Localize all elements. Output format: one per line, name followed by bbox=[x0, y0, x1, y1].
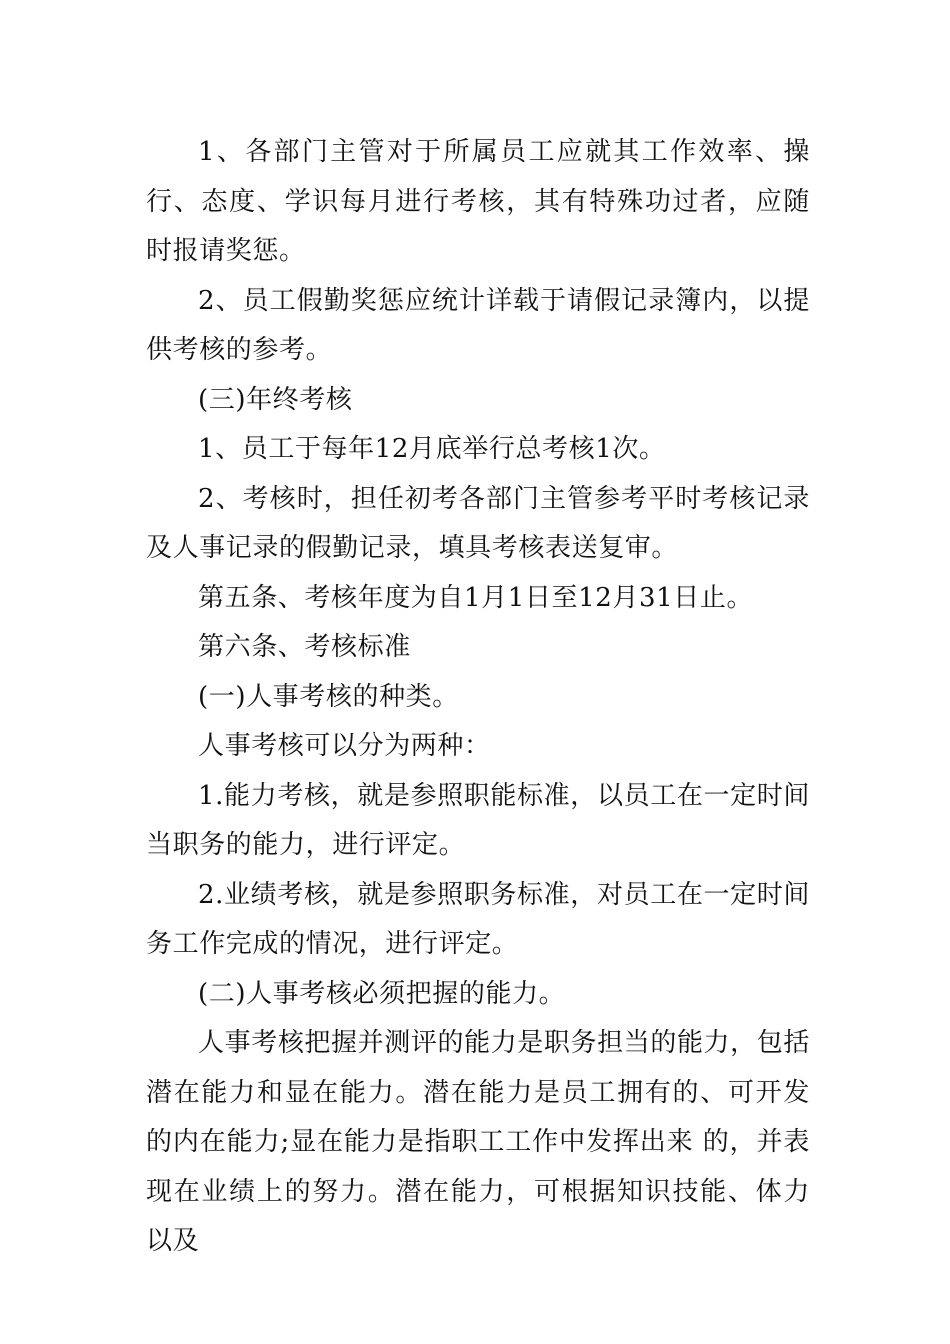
paragraph-6: 1.能力考核，就是参照职能标准，以员工在一定时间当职务的能力，进行评定。 bbox=[146, 780, 810, 860]
paragraph-7: 2.业绩考核，就是参照职务标准，对员工在一定时间务工作完成的情况，进行评定。 bbox=[146, 879, 810, 959]
paragraph-2: 2、员工假勤奖惩应统计详载于请假记录簿内，以提供考核的参考。 bbox=[146, 285, 810, 365]
article-6-heading: 第六条、考核标准 bbox=[198, 632, 411, 662]
paragraph-3: 1、员工于每年12月底举行总考核1次。 bbox=[198, 434, 666, 464]
paragraph-1: 1、各部门主管对于所属员工应就其工作效率、操行、态度、学识每月进行考核，其有特殊功过者，应随时报请奖惩。 bbox=[146, 137, 810, 266]
section-heading-review-types: (一)人事考核的种类。 bbox=[198, 681, 459, 712]
document-body bbox=[146, 128, 810, 1267]
paragraph-4: 2、考核时，担任初考各部门主管参考平时考核记录及人事记录的假勤记录，填具考核表送复审。 bbox=[146, 483, 810, 563]
section-heading-year-end-review: (三)年终考核 bbox=[198, 384, 353, 415]
article-5: 第五条、考核年度为自1月1日至12月31日止。 bbox=[198, 582, 754, 613]
paragraph-5: 人事考核可以分为两种： bbox=[198, 731, 491, 761]
section-heading-abilities: (二)人事考核必须把握的能力。 bbox=[198, 978, 566, 1009]
paragraph-8: 人事考核把握并测评的能力是职务担当的能力，包括潜在能力和显在能力。潜在能力是员工拥有的、可开发的内在能力;显在能力是指职工工作中发挥出来 的，并表现在业绩上的努力。潜在能力，可根据知识技能、体力以及 bbox=[146, 1028, 810, 1256]
